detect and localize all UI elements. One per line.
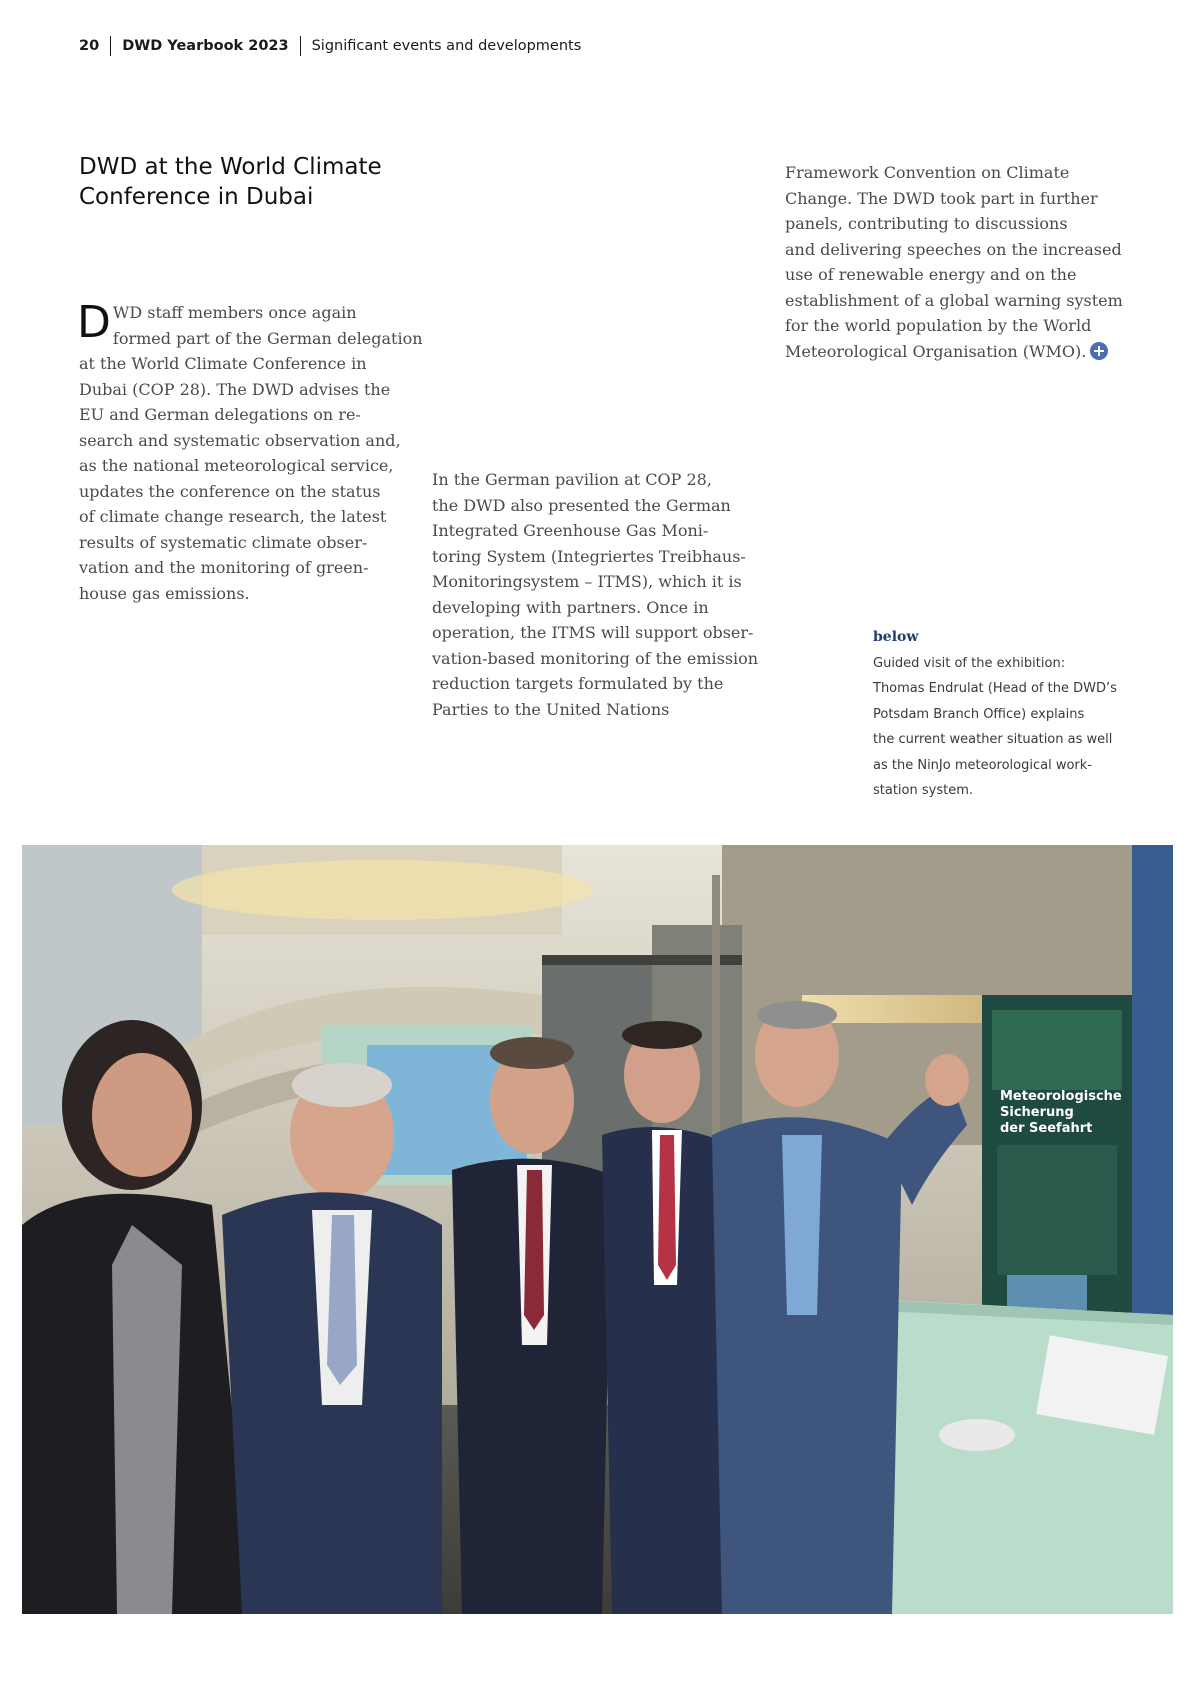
body-line: Framework Convention on Climate <box>785 163 1070 182</box>
article-title <box>79 152 419 212</box>
page-header <box>79 36 581 56</box>
title-line: DWD at the World Climate <box>79 154 382 180</box>
caption-title: below <box>873 629 919 645</box>
body-line: and delivering speeches on the increased <box>785 239 1122 259</box>
photo-caption <box>873 625 1133 804</box>
plus-circle-icon[interactable] <box>1090 342 1108 360</box>
body-line: EU and German delegations on re- <box>79 405 361 424</box>
body-column-1 <box>77 297 423 606</box>
body-column-2 <box>432 467 762 722</box>
body-line: Monitoringsystem – ITMS), which it is <box>432 572 742 591</box>
body-line-text: Meteorological Organisation (WMO). <box>785 341 1087 361</box>
body-line: use of renewable energy and on the <box>785 265 1077 284</box>
body-line: Dubai (COP 28). The DWD advises the <box>79 379 391 399</box>
exhibition-photo <box>22 845 1173 1614</box>
body-line: Integrated Greenhouse Gas Moni- <box>432 521 709 540</box>
body-line: In the German pavilion at COP 28, <box>432 470 712 489</box>
header-divider <box>300 36 301 56</box>
body-line: Change. The DWD took part in further <box>785 188 1098 208</box>
caption-line: Potsdam Branch Office) explains <box>873 706 1085 722</box>
body-column-3 <box>785 160 1125 364</box>
caption-line: the current weather situation as well <box>873 732 1113 747</box>
poster-line: Meteorologische <box>1000 1089 1122 1104</box>
body-line: WD staff members once again <box>112 303 357 322</box>
body-line: vation-based monitoring of the emission <box>432 648 759 668</box>
body-line: Parties to the United Nations <box>432 699 670 719</box>
caption-line: station system. <box>873 783 974 798</box>
body-line: the DWD also presented the German <box>432 495 731 515</box>
header-divider <box>110 36 111 56</box>
body-line <box>785 339 1125 365</box>
body-line: house gas emissions. <box>79 583 250 603</box>
body-line: establishment of a global warning system <box>785 290 1123 310</box>
body-line: operation, the ITMS will support obser- <box>432 623 754 642</box>
body-line: developing with partners. Once in <box>432 597 709 617</box>
body-line: search and systematic observation and, <box>79 430 401 450</box>
section-title: Significant events and developments <box>311 38 582 54</box>
body-line: of climate change research, the latest <box>79 507 387 526</box>
body-line: vation and the monitoring of green- <box>79 558 369 577</box>
caption-line: Thomas Endrulat (Head of the DWD’s <box>873 681 1117 696</box>
body-line: updates the conference on the status <box>79 481 381 501</box>
photo-illustration <box>22 845 1173 1614</box>
drop-cap: D <box>77 297 111 348</box>
poster-line: Sicherung <box>1000 1105 1074 1120</box>
body-line: for the world population by the World <box>785 316 1092 335</box>
body-line: at the World Climate Conference in <box>79 354 367 373</box>
body-line: results of systematic climate obser- <box>79 532 368 552</box>
page-number: 20 <box>79 38 100 54</box>
body-line: reduction targets formulated by the <box>432 674 724 693</box>
body-line: formed part of the German delegation <box>112 328 423 348</box>
poster-line: der Seefahrt <box>1000 1121 1093 1136</box>
body-line: toring System (Integriertes Treibhaus- <box>432 546 746 566</box>
caption-line: Guided visit of the exhibition: <box>873 655 1066 671</box>
title-line: Conference in Dubai <box>79 184 314 210</box>
yearbook-title: DWD Yearbook 2023 <box>122 38 289 54</box>
body-line: as the national meteorological service, <box>79 456 394 475</box>
caption-line: as the NinJo meteorological work- <box>873 757 1092 773</box>
body-line: panels, contributing to discussions <box>785 214 1068 233</box>
